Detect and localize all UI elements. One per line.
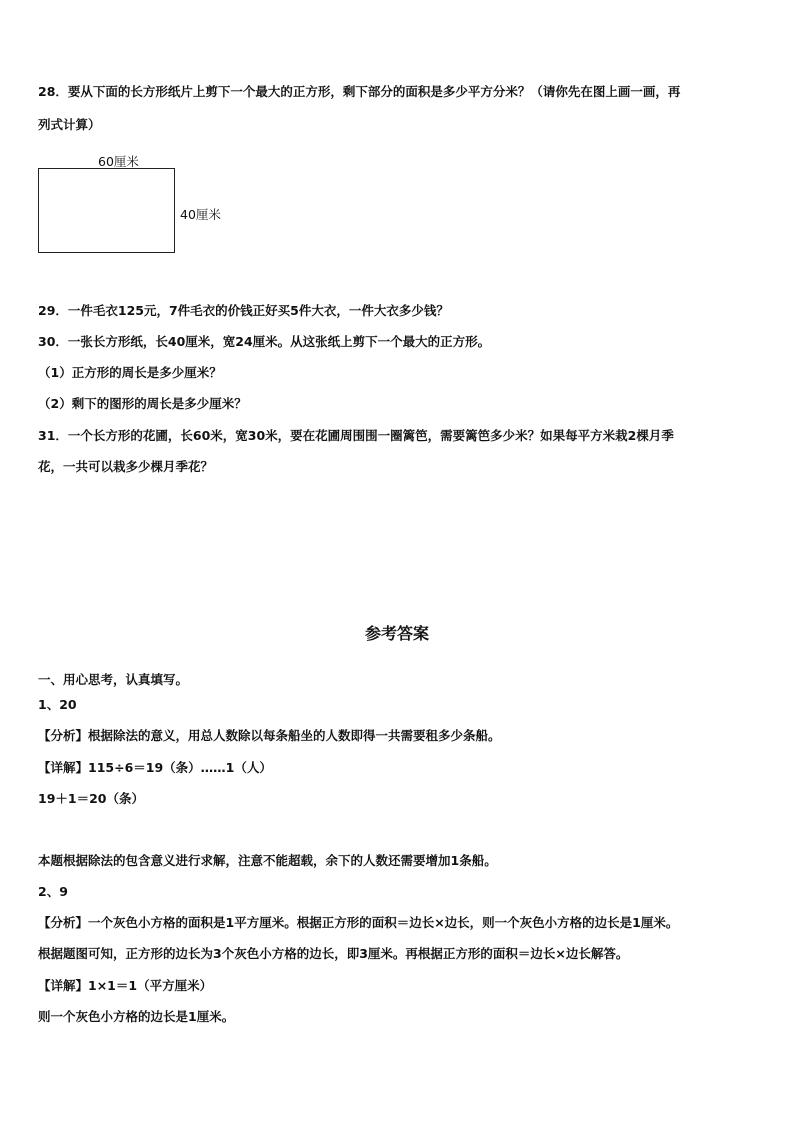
answer-2-analysis-1: 【分析】一个灰色小方格的面积是1平方厘米。根据正方形的面积＝边长×边长，则一个灰色小方格的边长是1厘米。 xyxy=(38,915,679,930)
answer-2-note: 则一个灰色小方格的边长是1厘米。 xyxy=(38,1009,235,1024)
answer-1-head: 1、20 xyxy=(38,697,77,712)
question-30-part-2: （2）剩下的图形的周长是多少厘米？ xyxy=(38,396,247,411)
answer-1-calc: 19＋1＝20（条） xyxy=(38,791,144,806)
question-30-part-1: （1）正方形的周长是多少厘米？ xyxy=(38,365,222,380)
question-31-line-2: 花，一共可以栽多少棵月季花？ xyxy=(38,459,214,474)
answer-1-note: 本题根据除法的包含意义进行求解，注意不能超载，余下的人数还需要增加1条船。 xyxy=(38,853,497,868)
question-28-line-2: 列式计算） xyxy=(38,117,101,132)
answer-2-detail: 【详解】1×1＝1（平方厘米） xyxy=(38,978,213,993)
answers-section-1: 一、用心思考，认真填写。 xyxy=(38,672,189,687)
question-28-line-1: 28．要从下面的长方形纸片上剪下一个最大的正方形，剩下部分的面积是多少平方分米？（请你先在图上画一画，再 xyxy=(38,84,681,99)
rect-top-label: 60厘米 xyxy=(98,154,139,169)
answer-2-head: 2、9 xyxy=(38,884,68,899)
answers-title: 参考答案 xyxy=(364,624,429,643)
answer-1-detail: 【详解】115÷6＝19（条）……1（人） xyxy=(38,760,272,775)
answer-1-analysis: 【分析】根据除法的意义，用总人数除以每条船坐的人数即得一共需要租多少条船。 xyxy=(38,728,501,743)
rectangle-figure xyxy=(38,168,175,253)
answer-2-analysis-2: 根据题图可知，正方形的边长为3个灰色小方格的边长，即3厘米。再根据正方形的面积＝边长×边长解答。 xyxy=(38,946,629,961)
rect-side-label: 40厘米 xyxy=(180,207,221,222)
question-29: 29．一件毛衣125元，7件毛衣的价钱正好买5件大衣，一件大衣多少钱？ xyxy=(38,303,449,318)
question-31-line-1: 31．一个长方形的花圃，长60米，宽30米，要在花圃周围围一圈篱笆，需要篱笆多少米？如果每平方米栽2棵月季 xyxy=(38,428,674,443)
question-30: 30．一张长方形纸，长40厘米，宽24厘米。从这张纸上剪下一个最大的正方形。 xyxy=(38,334,491,349)
